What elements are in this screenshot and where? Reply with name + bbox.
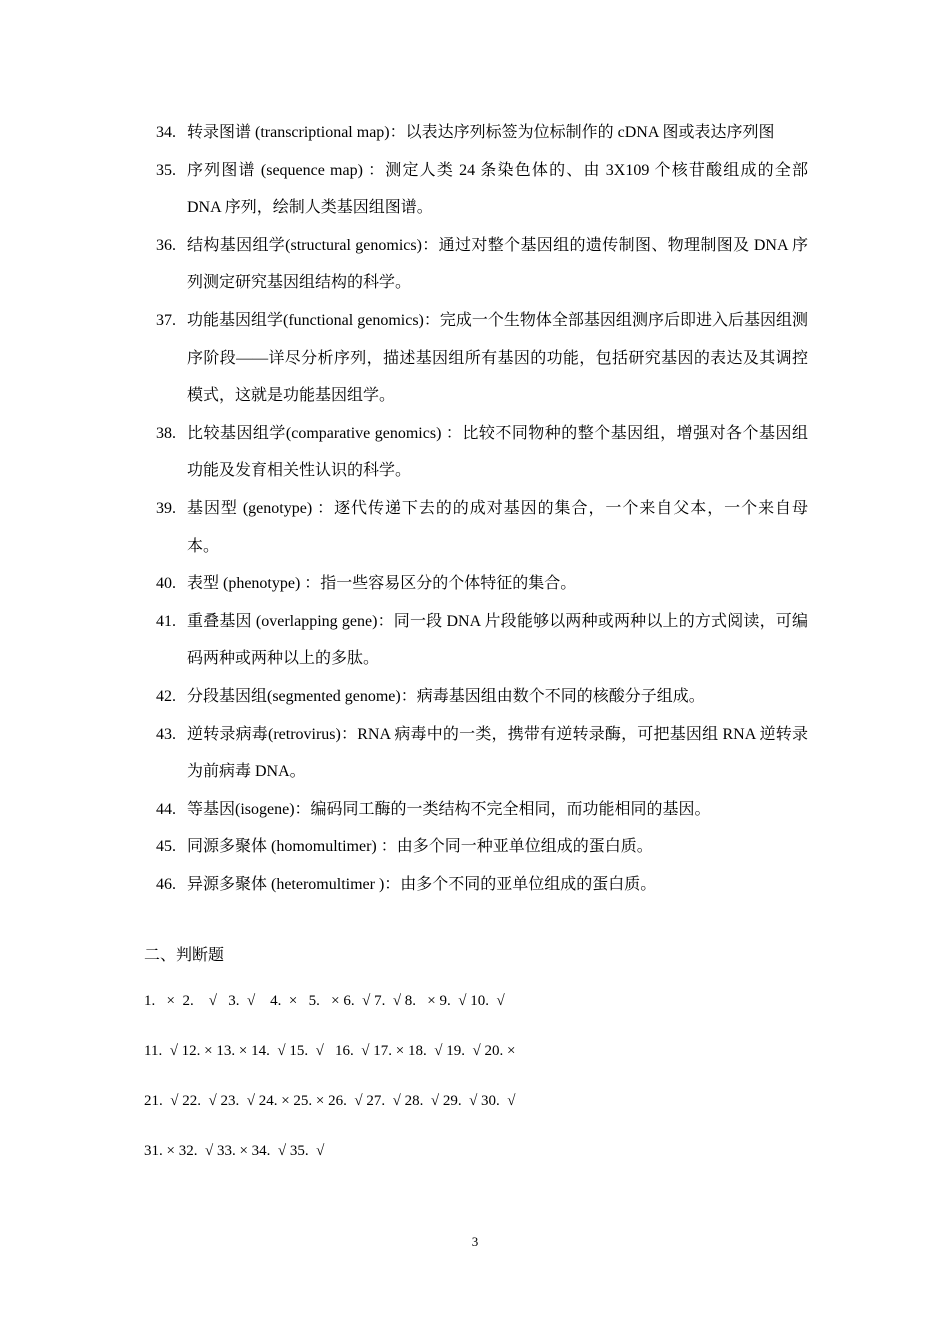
definition-number: 39. [156, 499, 176, 517]
answer-list [144, 986, 516, 1186]
definition-item [156, 716, 808, 791]
definition-text: 重叠基因 (overlapping gene)：同一段 DNA 片段能够以两种或两种以上的方式阅读，可编码两种或两种以上的多肽。 [187, 612, 808, 668]
section-heading: 二、判断题 [144, 947, 225, 964]
definition-number: 35. [156, 161, 176, 179]
definition-item [156, 415, 808, 490]
definition-item [156, 866, 808, 904]
definition-number: 36. [156, 236, 176, 254]
definition-text: 基因型 (genotype) ：逐代传递下去的的成对基因的集合，一个来自父本，一个来自母本。 [187, 499, 808, 555]
definition-number: 37. [156, 311, 176, 329]
definition-number: 41. [156, 612, 176, 630]
definition-item [156, 828, 808, 866]
definition-number: 38. [156, 424, 176, 442]
definition-item [156, 603, 808, 678]
answer-row: 31. × 32. √ 33. × 34. √ 35. √ [144, 1143, 325, 1159]
definition-number: 44. [156, 800, 176, 818]
definition-text: 比较基因组学(comparative genomics) ：比较不同物种的整个基因组，增强对各个基因组功能及发育相关性认识的科学。 [187, 424, 808, 480]
definition-text: 等基因(isogene)：编码同工酶的一类结构不完全相同，而功能相同的基因。 [187, 800, 711, 818]
definition-text: 结构基因组学(structural genomics)：通过对整个基因组的遗传制图、物理制图及 DNA 序列测定研究基因组结构的科学。 [187, 236, 808, 292]
definition-number: 46. [156, 875, 176, 893]
answer-row: 1. × 2. √ 3. √ 4. × 5. × 6. √ 7. √ 8. × 9. √ 10. √ [144, 993, 505, 1009]
definition-text: 表型 (phenotype) ：指一些容易区分的个体特征的集合。 [187, 575, 577, 593]
definition-item [156, 565, 808, 603]
definition-item [156, 490, 808, 565]
definition-item [156, 227, 808, 302]
definition-item [156, 302, 808, 415]
definition-text: 同源多聚体 (homomultimer) ：由多个同一种亚单位组成的蛋白质。 [187, 838, 653, 856]
definition-text: 功能基因组学(functional genomics)：完成一个生物体全部基因组测序后即进入后基因组测序阶段——详尽分析序列，描述基因组所有基因的功能，包括研究基因的表达及其调控模式，这就是功能基因组学。 [187, 311, 808, 405]
definition-list [156, 114, 808, 903]
definition-number: 40. [156, 575, 176, 593]
definition-item [156, 114, 808, 152]
definition-text: 分段基因组(segmented genome)：病毒基因组由数个不同的核酸分子组成。 [187, 687, 705, 705]
definition-text: 转录图谱 (transcriptional map)：以表达序列标签为位标制作的 cDNA 图或表达序列图 [187, 124, 775, 141]
page-number: 3 [471, 1234, 479, 1249]
definition-number: 34. [156, 124, 176, 141]
definition-number: 42. [156, 687, 176, 705]
answer-row: 11. √ 12. × 13. × 14. √ 15. √ 16. √ 17. × 18. √ 19. √ 20. × [144, 1043, 516, 1059]
definition-item [156, 152, 808, 227]
definition-text: 异源多聚体 (heteromultimer )：由多个不同的亚单位组成的蛋白质。 [187, 875, 657, 893]
definition-number: 45. [156, 838, 176, 856]
definition-text: 逆转录病毒(retrovirus)：RNA 病毒中的一类，携带有逆转录酶，可把基因组 RNA 逆转录为前病毒 DNA。 [187, 725, 808, 781]
definition-text: 序列图谱 (sequence map) ：测定人类 24 条染色体的、由 3X109 个核苷酸组成的全部 DNA 序列，绘制人类基因组图谱。 [187, 161, 808, 217]
answer-row: 21. √ 22. √ 23. √ 24. × 25. × 26. √ 27. √ 28. √ 29. √ 30. √ [144, 1093, 516, 1109]
definition-number: 43. [156, 725, 176, 743]
definition-item [156, 791, 808, 829]
definition-item [156, 678, 808, 716]
